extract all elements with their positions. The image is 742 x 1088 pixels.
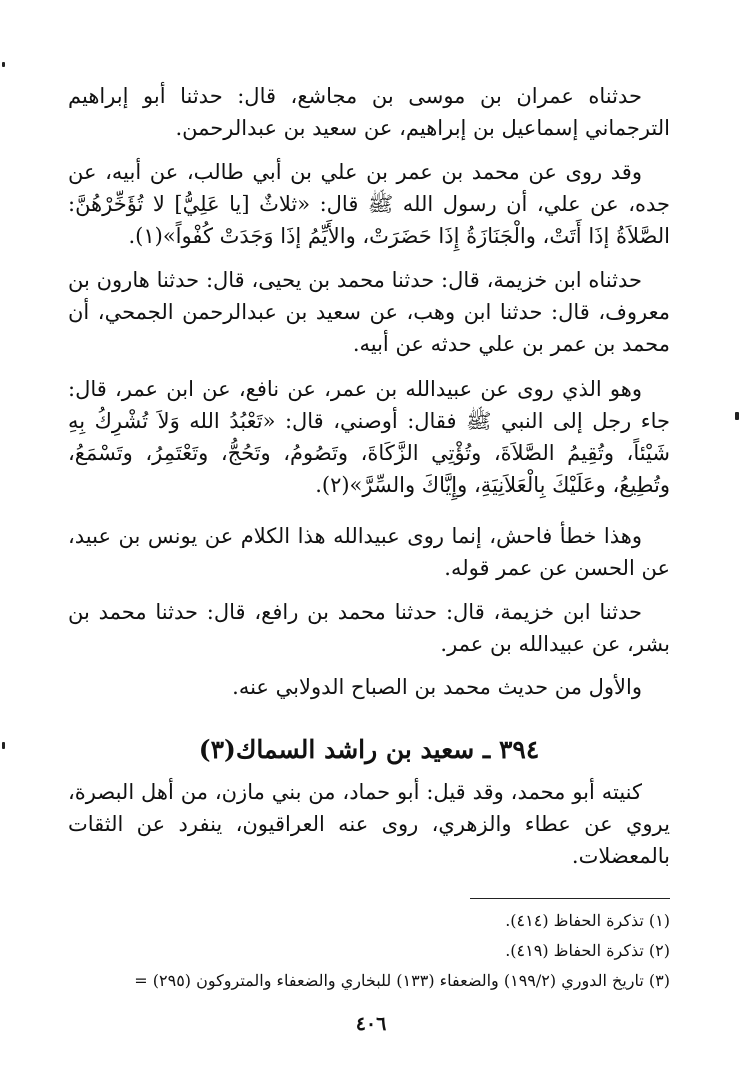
margin-mark-middle xyxy=(735,412,739,420)
paragraph-text: حدثناه ابن خزيمة، قال: حدثنا محمد بن يحيى، قال: حدثنا هارون بن معروف، قال: حدثنا ابن وهب، عن سعيد بن عبدالرحمن الجمحي، أن محمد بن عمر بن علي حدثه عن أبيه. xyxy=(68,268,670,356)
entry-paragraph xyxy=(68,776,670,872)
paragraph-4 xyxy=(68,373,670,501)
margin-mark-top xyxy=(2,62,5,67)
paragraph-text: وهو الذي روى عن عبيدالله بن عمر، عن نافع، عن ابن عمر، قال: جاء رجل إلى النبي ﷺ فقال: أوصني، قال: «تَعْبُدُ الله وَلاَ تُشْرِكُ بِهِ شَيْئاً، وتُقِيمُ الصَّلاَةَ، وتُؤْتِي الزَّكَاةَ، وتَصُومُ، وتَحُجُّ، وتَعْتَمِرُ، وتَسْمَعُ، وتُطِيعُ، وعَلَيْكَ بِالْعَلاَنِيَةِ، وإِيَّاكَ والسِّرَّ»(٢). xyxy=(68,377,670,497)
paragraph-3 xyxy=(68,264,670,360)
footnote-3: (٣) تاريخ الدوري (١٩٩/٢) والضعفاء (١٣٣) للبخاري والضعفاء والمتروكون (٢٩٥) = xyxy=(134,971,670,990)
paragraph-1 xyxy=(68,80,670,144)
page-number: ٤٠٦ xyxy=(355,1013,387,1035)
paragraph-5 xyxy=(68,520,670,584)
footnote-divider xyxy=(470,898,670,899)
footnote-2: (٢) تذكرة الحفاظ (٤١٩). xyxy=(505,941,670,960)
entry-heading: ٣٩٤ ـ سعيد بن راشد السماك(٣) xyxy=(198,735,540,764)
paragraph-text: وقد روى عن محمد بن عمر بن علي بن أبي طالب، عن أبيه، عن جده، عن علي، أن رسول الله ﷺ قال: «ثلاثٌ [يا عَلِيُّ] لا تُؤَخِّرْهُنَّ: الصَّلاَةُ إذَا أَتَتْ، والْجَنَازَةُ إِذَا حَضَرَتْ، والأَيِّمُ إذَا وَجَدَتْ كُفْواً»(١). xyxy=(68,160,670,248)
paragraph-6 xyxy=(68,596,670,660)
paragraph-text: كنيته أبو محمد، وقد قيل: أبو حماد، من بني مازن، من أهل البصرة، يروي عن عطاء والزهري، روى عنه العراقيون، ينفرد عن الثقات بالمعضلات. xyxy=(68,780,670,868)
margin-mark-lower xyxy=(2,742,5,749)
paragraph-7 xyxy=(68,671,670,703)
footnotes xyxy=(40,906,670,996)
paragraph-2 xyxy=(68,156,670,252)
paragraph-text: والأول من حديث محمد بن الصباح الدولابي عنه. xyxy=(232,675,642,699)
footnote-1: (١) تذكرة الحفاظ (٤١٤). xyxy=(505,911,670,930)
paragraph-text: حدثنا ابن خزيمة، قال: حدثنا محمد بن رافع، قال: حدثنا محمد بن بشر، عن عبيدالله بن عمر. xyxy=(68,600,670,656)
paragraph-text: وهذا خطأ فاحش، إنما روى عبيدالله هذا الكلام عن يونس بن عبيد، عن الحسن عن عمر قوله. xyxy=(68,524,670,580)
paragraph-text: حدثناه عمران بن موسى بن مجاشع، قال: حدثنا أبو إبراهيم الترجماني إسماعيل بن إبراهيم، عن سعيد بن عبدالرحمن. xyxy=(68,84,670,140)
